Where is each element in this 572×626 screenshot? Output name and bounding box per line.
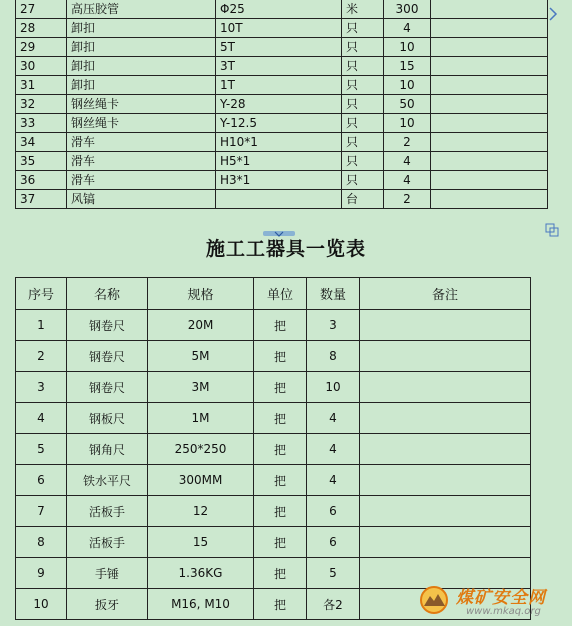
cell-name: 卸扣 [67, 76, 216, 95]
cell-note [431, 95, 548, 114]
table-row [16, 152, 548, 171]
cell-no: 9 [16, 558, 67, 589]
cell-name: 活板手 [67, 527, 148, 558]
cell-qty: 4 [307, 465, 360, 496]
cell-qty: 3 [307, 310, 360, 341]
cell-no: 34 [16, 133, 67, 152]
cell-qty: 4 [384, 152, 431, 171]
cell-spec: 10T [216, 19, 342, 38]
header-no: 序号 [16, 278, 67, 310]
cell-note [431, 76, 548, 95]
cell-spec: 20M [148, 310, 254, 341]
header-spec: 规格 [148, 278, 254, 310]
table-resize-handle[interactable] [548, 6, 558, 22]
cell-name: 活板手 [67, 496, 148, 527]
cell-unit: 只 [342, 38, 384, 57]
cell-qty: 10 [384, 76, 431, 95]
cell-no: 30 [16, 57, 67, 76]
cell-name: 钢卷尺 [67, 310, 148, 341]
cell-no: 33 [16, 114, 67, 133]
cell-no: 31 [16, 76, 67, 95]
table-row [16, 372, 531, 403]
table-row [16, 19, 548, 38]
cell-spec: H5*1 [216, 152, 342, 171]
cell-qty: 6 [307, 496, 360, 527]
cell-spec: 5T [216, 38, 342, 57]
cell-no: 27 [16, 0, 67, 19]
table-row [16, 434, 531, 465]
cell-no: 10 [16, 589, 67, 620]
table-title: 施工工器具一览表 [205, 238, 366, 260]
cell-no: 29 [16, 38, 67, 57]
cell-qty: 2 [384, 133, 431, 152]
cell-name: 钢卷尺 [67, 372, 148, 403]
cell-unit: 只 [342, 133, 384, 152]
cell-spec: 12 [148, 496, 254, 527]
cell-note [360, 310, 531, 341]
cell-name: 卸扣 [67, 19, 216, 38]
cell-qty: 5 [307, 558, 360, 589]
table-row [16, 57, 548, 76]
table-row [16, 341, 531, 372]
cell-name: 钢丝绳卡 [67, 95, 216, 114]
cell-no: 5 [16, 434, 67, 465]
cell-name: 卸扣 [67, 38, 216, 57]
cell-spec: M16, M10 [148, 589, 254, 620]
cell-no: 4 [16, 403, 67, 434]
cell-unit: 只 [342, 57, 384, 76]
cell-no: 28 [16, 19, 67, 38]
cell-qty: 10 [307, 372, 360, 403]
cell-spec: 250*250 [148, 434, 254, 465]
cell-name: 扳牙 [67, 589, 148, 620]
cell-qty: 8 [307, 341, 360, 372]
cell-unit: 只 [342, 171, 384, 190]
cell-no: 36 [16, 171, 67, 190]
cell-spec: Y-28 [216, 95, 342, 114]
cell-unit: 把 [254, 341, 307, 372]
cell-no: 35 [16, 152, 67, 171]
cell-no: 7 [16, 496, 67, 527]
cell-note [431, 133, 548, 152]
cell-no: 8 [16, 527, 67, 558]
cell-unit: 把 [254, 403, 307, 434]
cell-qty: 4 [307, 434, 360, 465]
cell-spec: 1.36KG [148, 558, 254, 589]
cell-unit: 把 [254, 527, 307, 558]
cell-no: 32 [16, 95, 67, 114]
cell-note [431, 38, 548, 57]
cell-name: 高压胶管 [67, 0, 216, 19]
cell-spec: H3*1 [216, 171, 342, 190]
cell-unit: 把 [254, 434, 307, 465]
cell-spec: 300MM [148, 465, 254, 496]
header-note: 备注 [360, 278, 531, 310]
table-row [16, 465, 531, 496]
cell-name: 卸扣 [67, 57, 216, 76]
cell-qty: 各2 [307, 589, 360, 620]
cell-name: 滑车 [67, 133, 216, 152]
cell-unit: 把 [254, 496, 307, 527]
cell-note [360, 403, 531, 434]
cell-note [431, 19, 548, 38]
cell-name: 钢卷尺 [67, 341, 148, 372]
cell-note [360, 434, 531, 465]
cell-spec: H10*1 [216, 133, 342, 152]
table-row [16, 171, 548, 190]
cell-unit: 把 [254, 372, 307, 403]
cell-spec [216, 190, 342, 209]
cell-qty: 15 [384, 57, 431, 76]
cell-note [360, 341, 531, 372]
cell-unit: 米 [342, 0, 384, 19]
table-move-handle[interactable] [262, 224, 296, 234]
cell-spec: Y-12.5 [216, 114, 342, 133]
cell-no: 37 [16, 190, 67, 209]
cell-note [360, 465, 531, 496]
cell-note [431, 57, 548, 76]
cell-name: 钢板尺 [67, 403, 148, 434]
cell-qty: 50 [384, 95, 431, 114]
header-name: 名称 [67, 278, 148, 310]
cell-spec: Φ25 [216, 0, 342, 19]
cell-note [431, 190, 548, 209]
cell-qty: 2 [384, 190, 431, 209]
cell-name: 钢角尺 [67, 434, 148, 465]
cell-name: 钢丝绳卡 [67, 114, 216, 133]
table-row [16, 310, 531, 341]
table-row [16, 95, 548, 114]
cell-spec: 1M [148, 403, 254, 434]
cell-spec: 3M [148, 372, 254, 403]
cell-name: 手锤 [67, 558, 148, 589]
header-unit: 单位 [254, 278, 307, 310]
cell-note [431, 114, 548, 133]
cell-name: 铁水平尺 [67, 465, 148, 496]
cell-unit: 只 [342, 76, 384, 95]
cell-note [360, 496, 531, 527]
cell-qty: 4 [384, 171, 431, 190]
table-header-row [16, 278, 531, 310]
cell-unit: 把 [254, 310, 307, 341]
cell-note [360, 527, 531, 558]
cell-qty: 10 [384, 114, 431, 133]
cell-spec: 15 [148, 527, 254, 558]
cell-name: 滑车 [67, 152, 216, 171]
cell-note [431, 171, 548, 190]
cell-no: 6 [16, 465, 67, 496]
cell-unit: 只 [342, 19, 384, 38]
cell-spec: 5M [148, 341, 254, 372]
cell-qty: 300 [384, 0, 431, 19]
cell-name: 风镐 [67, 190, 216, 209]
cell-unit: 只 [342, 152, 384, 171]
cell-note [431, 0, 548, 19]
tools-table [15, 277, 531, 620]
cell-no: 2 [16, 341, 67, 372]
table-row [16, 527, 531, 558]
top-equipment-table [15, 0, 548, 209]
table-row [16, 190, 548, 209]
table-row [16, 0, 548, 19]
table-row [16, 76, 548, 95]
cell-spec: 3T [216, 57, 342, 76]
table-row [16, 114, 548, 133]
watermark-text: 煤矿安全网 [456, 588, 546, 608]
watermark-url: www.mkaq.org [466, 606, 541, 617]
cell-note [360, 372, 531, 403]
cell-note [431, 152, 548, 171]
table-row [16, 496, 531, 527]
table-row [16, 133, 548, 152]
header-qty: 数量 [307, 278, 360, 310]
cell-qty: 10 [384, 38, 431, 57]
cell-no: 3 [16, 372, 67, 403]
cell-qty: 6 [307, 527, 360, 558]
cell-unit: 台 [342, 190, 384, 209]
cell-unit: 只 [342, 114, 384, 133]
cell-qty: 4 [384, 19, 431, 38]
cell-unit: 把 [254, 589, 307, 620]
table-row [16, 38, 548, 57]
table-row [16, 403, 531, 434]
cell-unit: 把 [254, 465, 307, 496]
cell-spec: 1T [216, 76, 342, 95]
cell-unit: 把 [254, 558, 307, 589]
cell-no: 1 [16, 310, 67, 341]
cell-name: 滑车 [67, 171, 216, 190]
cell-unit: 只 [342, 95, 384, 114]
cell-qty: 4 [307, 403, 360, 434]
